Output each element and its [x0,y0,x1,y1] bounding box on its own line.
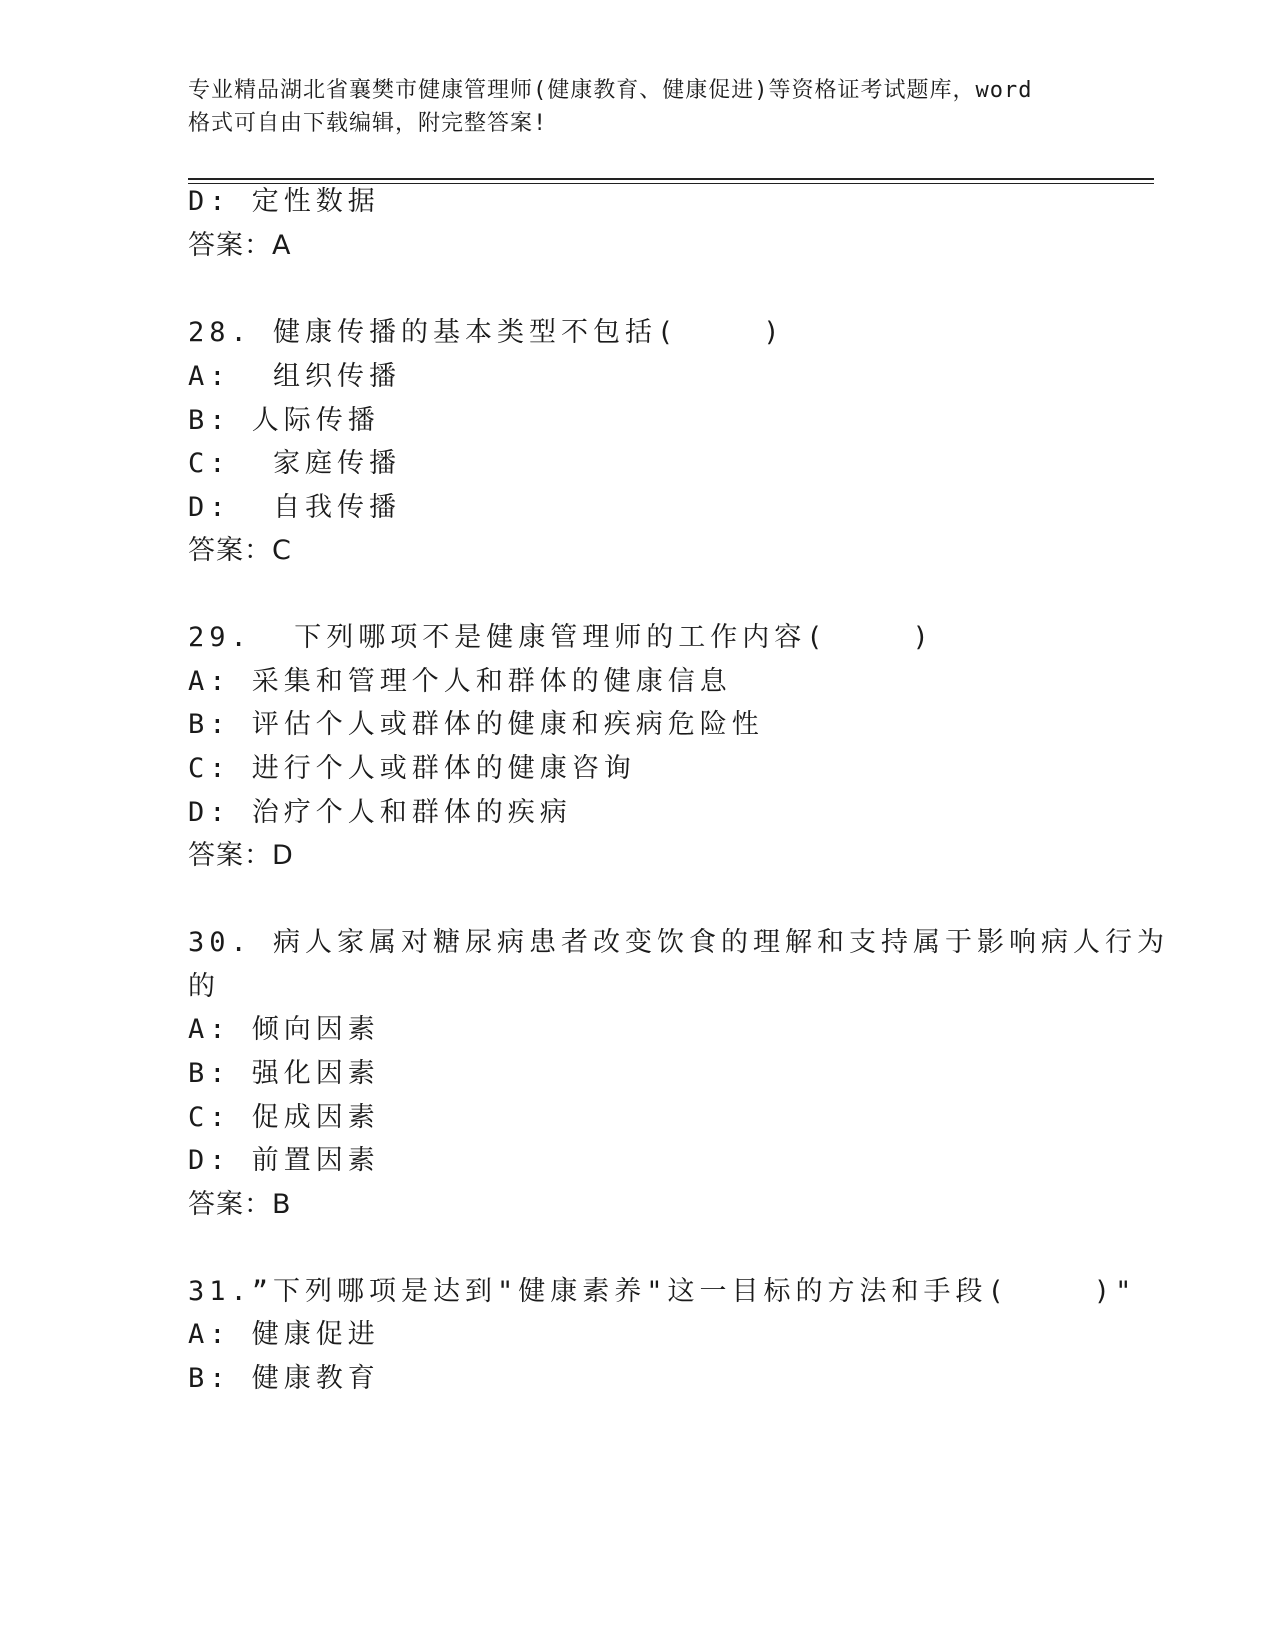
q29-answer: 答案：D [188,840,294,871]
q30-answer: 答案：B [188,1189,292,1220]
q31-option-b: B: 健康教育 [188,1363,380,1394]
header-line-2: 格式可自由下载编辑，附完整答案! [188,111,548,136]
q29-text: 29. 下列哪项不是健康管理师的工作内容( ) [188,622,934,653]
q29-option-a: A: 采集和管理个人和群体的健康信息 [188,666,732,697]
prev-answer: 答案：A [188,230,292,261]
q28-option-a: A: 组织传播 [188,361,402,392]
q28-option-b: B: 人际传播 [188,405,380,436]
q30-text-line-1: 30. 病人家属对糖尿病患者改变饮食的理解和支持属于影响病人行为 [188,927,1170,958]
header-line-1: 专业精品湖北省襄樊市健康管理师(健康教育、健康促进)等资格证考试题库，word [188,78,1033,103]
q31-option-a: A: 健康促进 [188,1319,380,1350]
q29-option-b: B: 评估个人或群体的健康和疾病危险性 [188,709,764,740]
q30-text-line-2: 的 [188,971,220,1002]
q30-option-b: B: 强化因素 [188,1058,380,1089]
q29-option-d: D: 治疗个人和群体的疾病 [188,797,572,828]
q30-option-a: A: 倾向因素 [188,1014,380,1045]
q31-text: 31.”下列哪项是达到"健康素养"这一目标的方法和手段( )" [188,1276,1137,1307]
prev-option-d: D: 定性数据 [188,186,380,217]
q29-option-c: C: 进行个人或群体的健康咨询 [188,753,636,784]
q30-option-c: C: 促成因素 [188,1102,380,1133]
q30-option-d: D: 前置因素 [188,1145,380,1176]
q28-answer: 答案：C [188,535,292,566]
q28-text: 28. 健康传播的基本类型不包括( ) [188,317,785,348]
page-header [188,74,1088,140]
q28-option-d: D: 自我传播 [188,492,402,523]
q28-option-c: C: 家庭传播 [188,448,402,479]
